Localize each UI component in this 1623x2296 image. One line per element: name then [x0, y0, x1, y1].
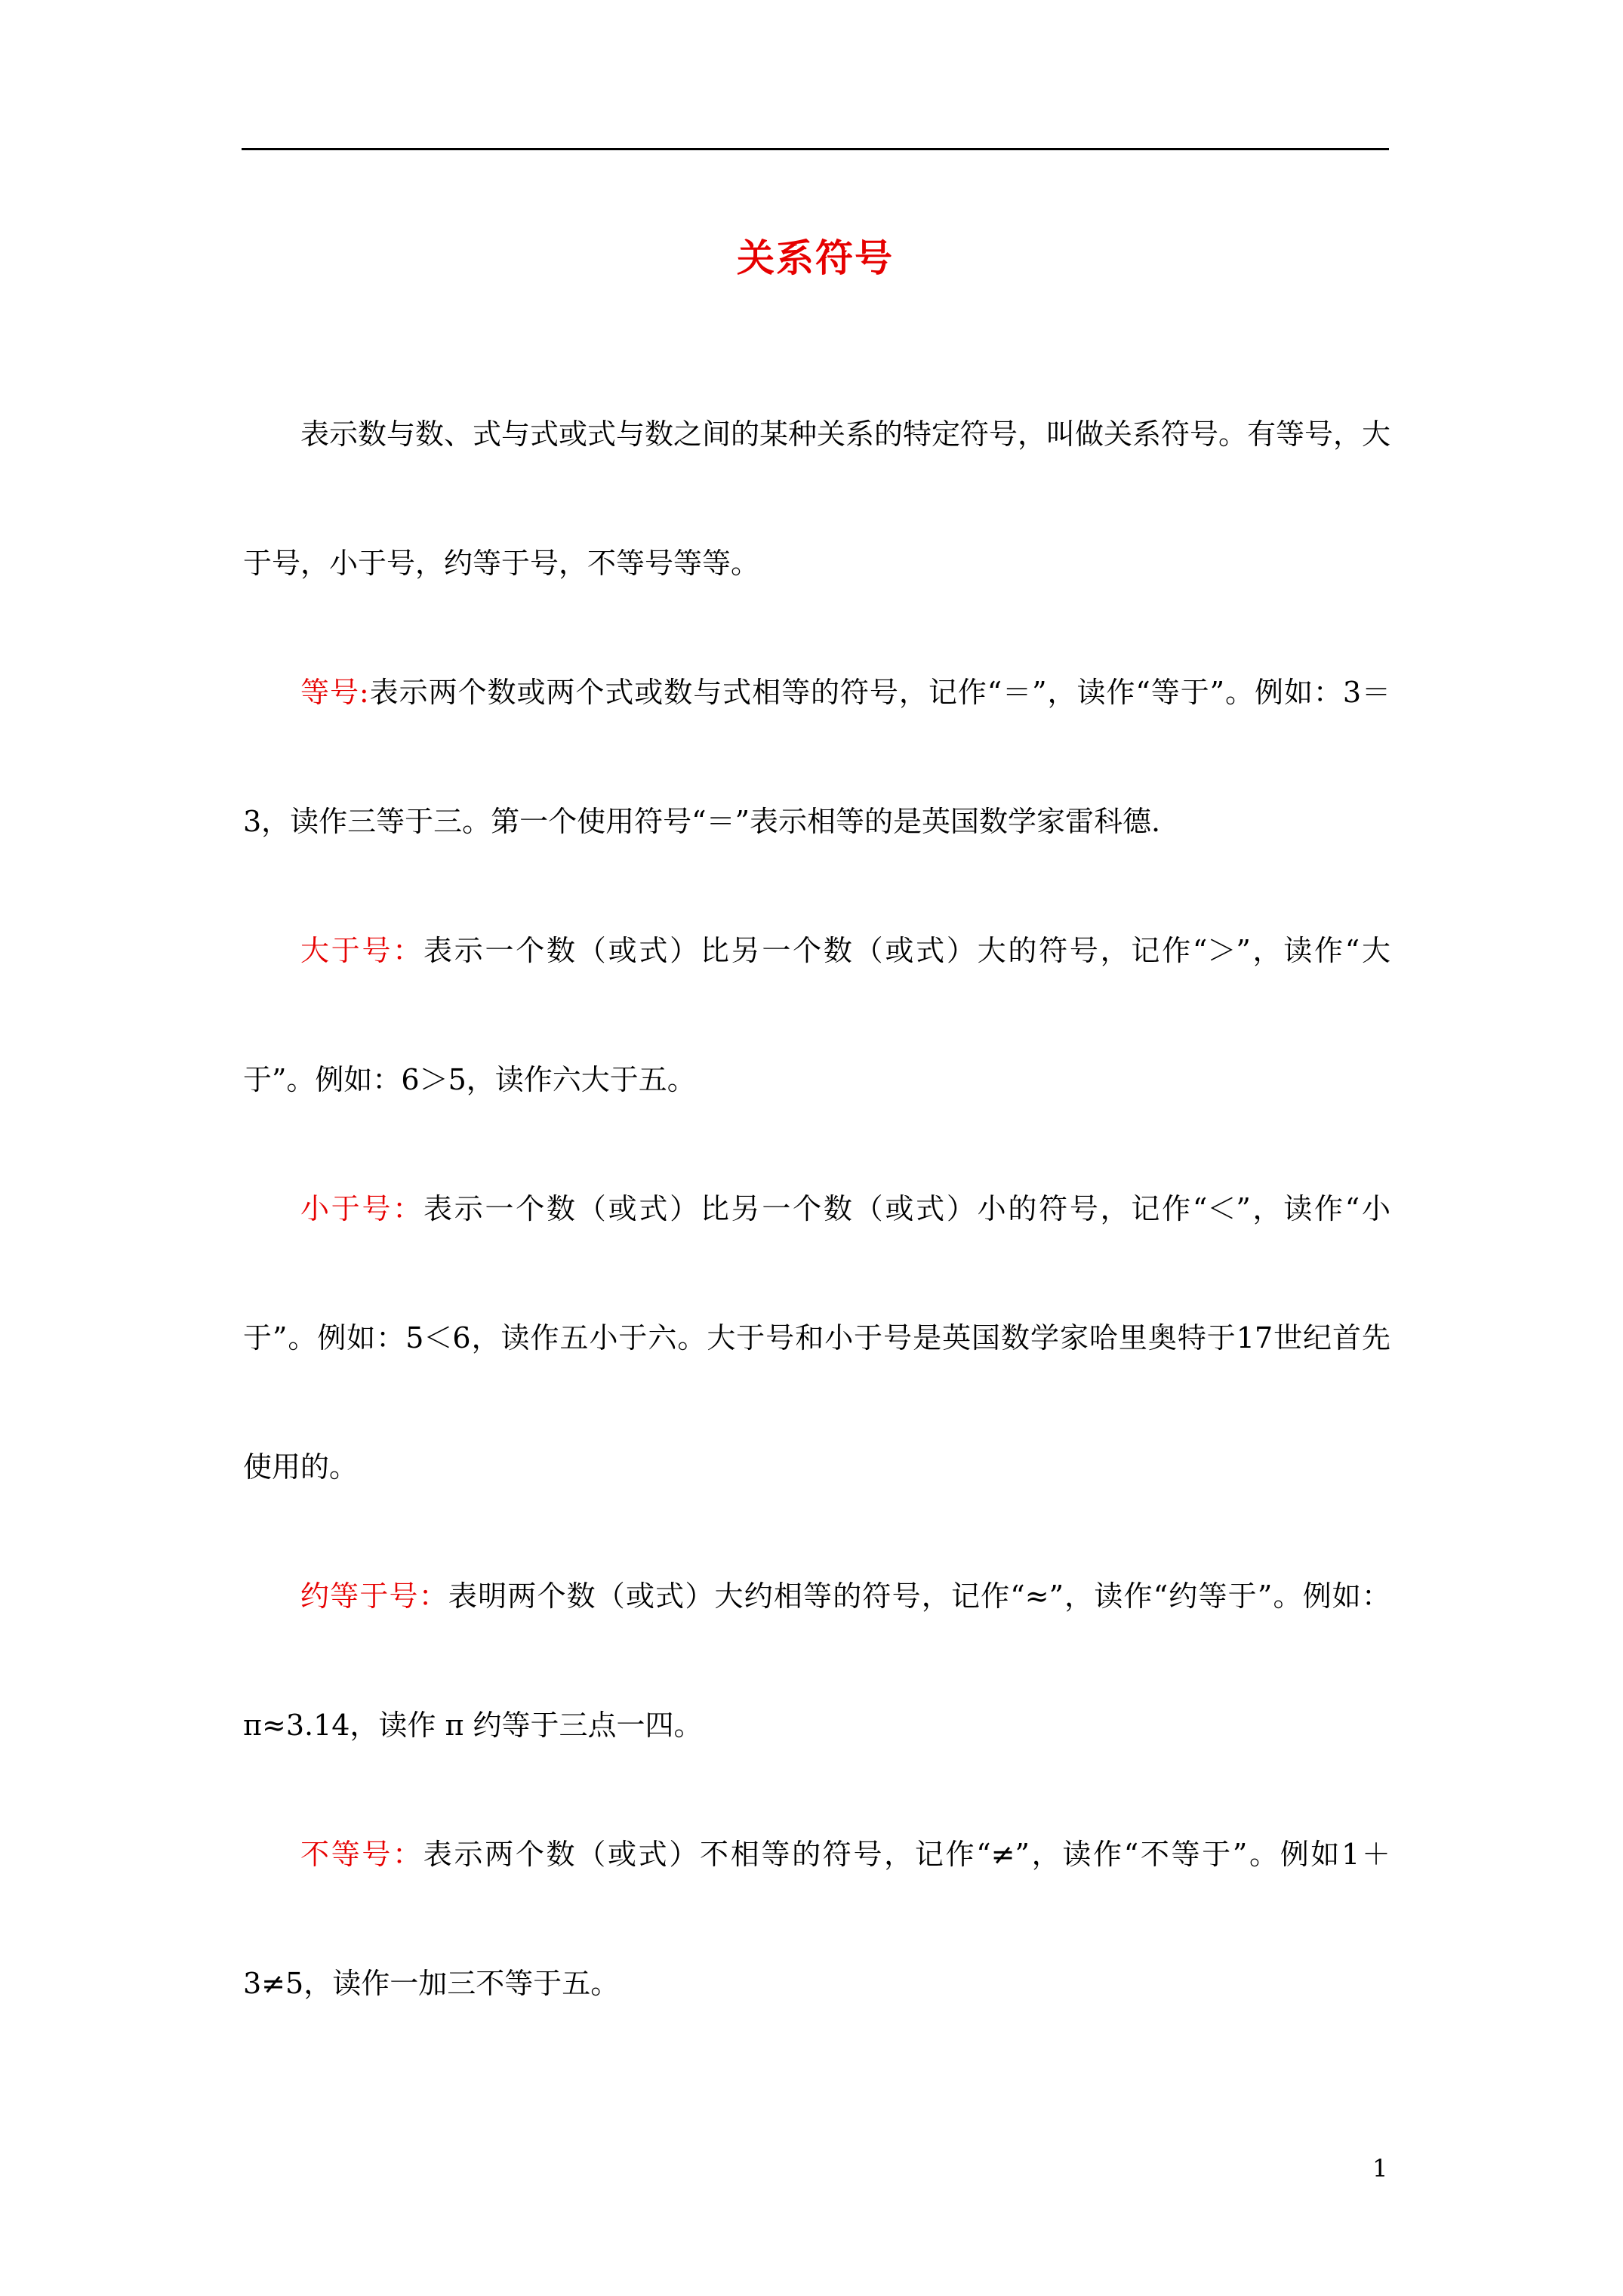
- document-body: [243, 370, 1390, 2048]
- paragraph-not-equal-text: 表示两个数（或式）不相等的符号，记作“≠”，读作“不等于”。例如1＋3≠5，读作一加三不等于五。: [243, 1838, 1390, 2000]
- paragraph-less-than-text: 表示一个数（或式）比另一个数（或式）小的符号，记作“＜”，读作“小于”。例如：5＜6，读作五小于六。大于号和小于号是英国数学家哈里奥特于17世纪首先使用的。: [243, 1192, 1390, 1484]
- term-greater-than: 大于号：: [300, 934, 424, 967]
- term-equals-sign: 等号:: [300, 676, 369, 709]
- page-number: 1: [1372, 2154, 1388, 2183]
- term-approx-equal: 约等于号：: [300, 1579, 448, 1613]
- paragraph-less-than: [243, 1145, 1390, 1532]
- paragraph-intro-text: 表示数与数、式与式或式与数之间的某种关系的特定符号，叫做关系符号。有等号，大于号，小于号，约等于号，不等号等等。: [243, 418, 1391, 580]
- paragraph-approx-equal: [243, 1532, 1390, 1790]
- paragraph-greater-than: [243, 886, 1390, 1145]
- paragraph-greater-than-text: 表示一个数（或式）比另一个数（或式）大的符号，记作“＞”，读作“大于”。例如：6＞5，读作六大于五。: [243, 934, 1390, 1096]
- document-title: 关系符号: [737, 236, 894, 280]
- paragraph-intro: [243, 370, 1390, 628]
- paragraph-not-equal: [243, 1790, 1390, 2048]
- paragraph-approx-equal-text: 表明两个数（或式）大约相等的符号，记作“≈”，读作“约等于”。例如：π≈3.14，读作 π 约等于三点一四。: [243, 1579, 1390, 1742]
- paragraph-equals-sign: [243, 628, 1390, 886]
- term-not-equal: 不等号：: [300, 1838, 423, 1871]
- header-rule: [242, 148, 1389, 150]
- paragraph-equals-sign-text: 表示两个数或两个式或数与式相等的符号，记作“＝”，读作“等于”。例如：3＝3，读作三等于三。第一个使用符号“＝”表示相等的是英国数学家雷科德.: [243, 676, 1390, 838]
- term-less-than: 小于号：: [300, 1192, 424, 1225]
